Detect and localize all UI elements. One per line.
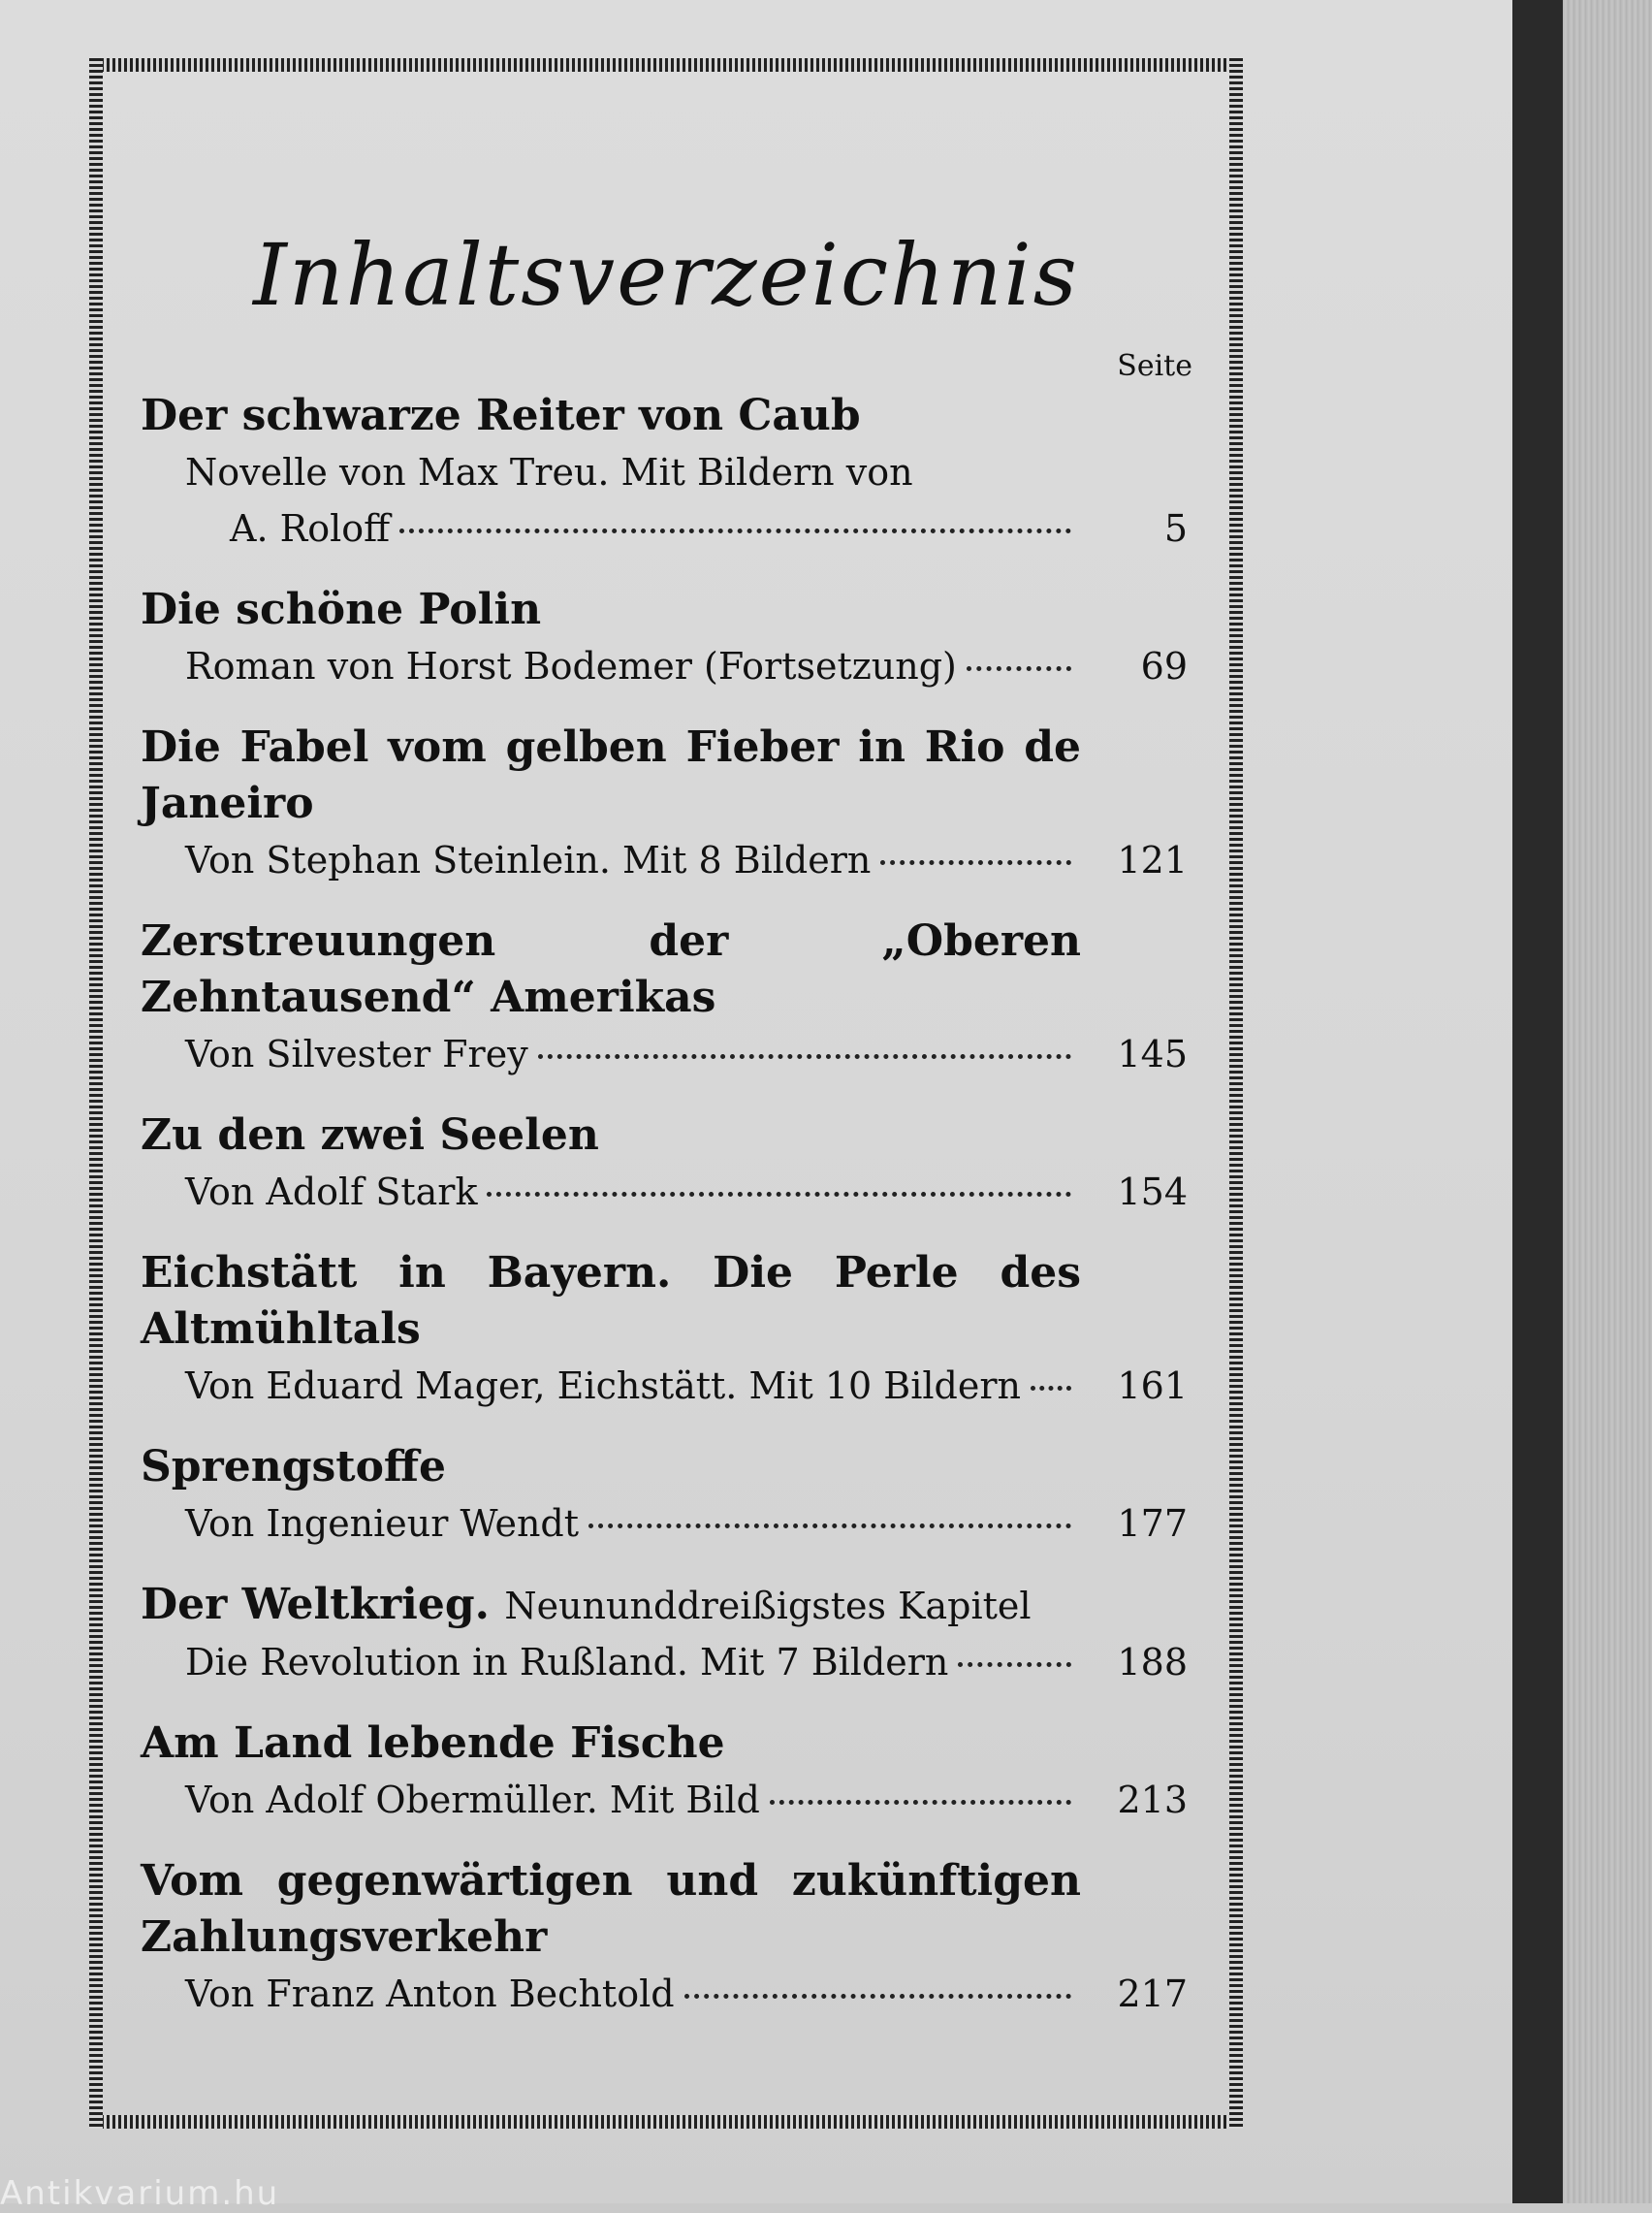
entry-heading: Der schwarze Reiter von Caub [141, 391, 861, 440]
leader-dots [967, 666, 1071, 671]
leader-dots [487, 1192, 1071, 1197]
toc-entry [141, 1107, 1188, 1220]
leader-dots [880, 860, 1071, 865]
book-binding [1512, 0, 1563, 2203]
leader-dots [588, 1523, 1071, 1528]
toc-entry [141, 388, 1188, 557]
leader-dots [399, 529, 1071, 533]
toc-entry [141, 914, 1188, 1082]
entry-subtitle [141, 1164, 1188, 1220]
page-edges [1563, 0, 1652, 2203]
frame-right [1229, 58, 1243, 2129]
entry-subtitle-line: Novelle von Max Treu. Mit Bildern von [185, 451, 913, 494]
entry-subtitle [141, 1772, 1188, 1828]
entry-heading: Die Fabel vom gelben Fieber in Rio de Janeiro [141, 722, 1081, 828]
entry-heading: Zerstreuungen der „Oberen Zehntausend“ Amerikas [141, 916, 1081, 1022]
toc-entry [141, 582, 1188, 694]
entry-heading-chapter: Neununddreißigstes Kapitel [504, 1585, 1032, 1627]
entry-heading: Vom gegenwärtigen und zukünftigen Zahlungsverkehr [141, 1856, 1081, 1962]
entry-page-number: 69 [1140, 645, 1188, 688]
entry-author: Roman von Horst Bodemer (Fortsetzung) [185, 645, 957, 688]
entry-author: Von Ingenieur Wendt [185, 1502, 580, 1545]
entry-heading-main: Der Weltkrieg. [141, 1580, 490, 1629]
entry-heading: Am Land lebende Fische [141, 1718, 725, 1768]
entry-page-number: 188 [1117, 1641, 1188, 1684]
entry-page-number: 145 [1117, 1033, 1188, 1075]
entry-page-number: 217 [1117, 1972, 1188, 2015]
page-column-label: Seite [1117, 349, 1192, 383]
leader-dots [538, 1054, 1071, 1059]
leader-dots [1031, 1386, 1071, 1391]
entry-subtitle [141, 1358, 1188, 1414]
entry-heading [141, 1577, 1081, 1634]
watermark: Antikvarium.hu [0, 2174, 280, 2213]
entry-author: Von Adolf Obermüller. Mit Bild [185, 1779, 760, 1821]
frame-left [89, 58, 103, 2129]
entry-heading: Sprengstoffe [141, 1442, 447, 1491]
entry-page-number: 177 [1117, 1502, 1188, 1545]
page-title: Inhaltsverzeichnis [253, 225, 1079, 325]
frame-top [89, 58, 1243, 72]
leader-dots [770, 1800, 1071, 1805]
leader-dots [958, 1662, 1071, 1667]
entry-page-number: 121 [1117, 839, 1188, 882]
entry-page-number: 5 [1163, 507, 1188, 550]
frame-bottom [89, 2115, 1243, 2129]
entry-subtitle [141, 832, 1188, 888]
entry-author: Die Revolution in Rußland. Mit 7 Bildern [185, 1641, 949, 1684]
entry-author: A. Roloff [230, 507, 391, 550]
entry-author: Von Stephan Steinlein. Mit 8 Bildern [185, 839, 872, 882]
entry-heading: Eichstätt in Bayern. Die Perle des Altmühltals [141, 1248, 1081, 1354]
toc-entry [141, 1853, 1188, 2022]
toc-entry [141, 720, 1188, 888]
entry-page-number: 154 [1117, 1171, 1188, 1213]
toc-entry [141, 1245, 1188, 1414]
entry-subtitle [141, 638, 1188, 694]
entry-page-number: 161 [1117, 1364, 1188, 1407]
toc-entry [141, 1577, 1188, 1690]
entry-subtitle [141, 1634, 1188, 1690]
entry-page-number: 213 [1117, 1779, 1188, 1821]
entry-subtitle [141, 500, 1188, 557]
entry-author: Von Eduard Mager, Eichstätt. Mit 10 Bildern [185, 1364, 1021, 1407]
leader-dots [684, 1994, 1071, 1999]
toc-entry [141, 1716, 1188, 1828]
entry-author: Von Adolf Stark [185, 1171, 478, 1213]
entry-author: Von Franz Anton Bechtold [185, 1972, 675, 2015]
entry-heading: Zu den zwei Seelen [141, 1110, 599, 1160]
toc-list [141, 388, 1188, 2047]
entry-heading: Die schöne Polin [141, 585, 542, 634]
entry-author: Von Silvester Frey [185, 1033, 528, 1075]
entry-subtitle [141, 1966, 1188, 2022]
toc-entry [141, 1439, 1188, 1552]
entry-subtitle [141, 1495, 1188, 1552]
entry-subtitle [141, 1026, 1188, 1082]
